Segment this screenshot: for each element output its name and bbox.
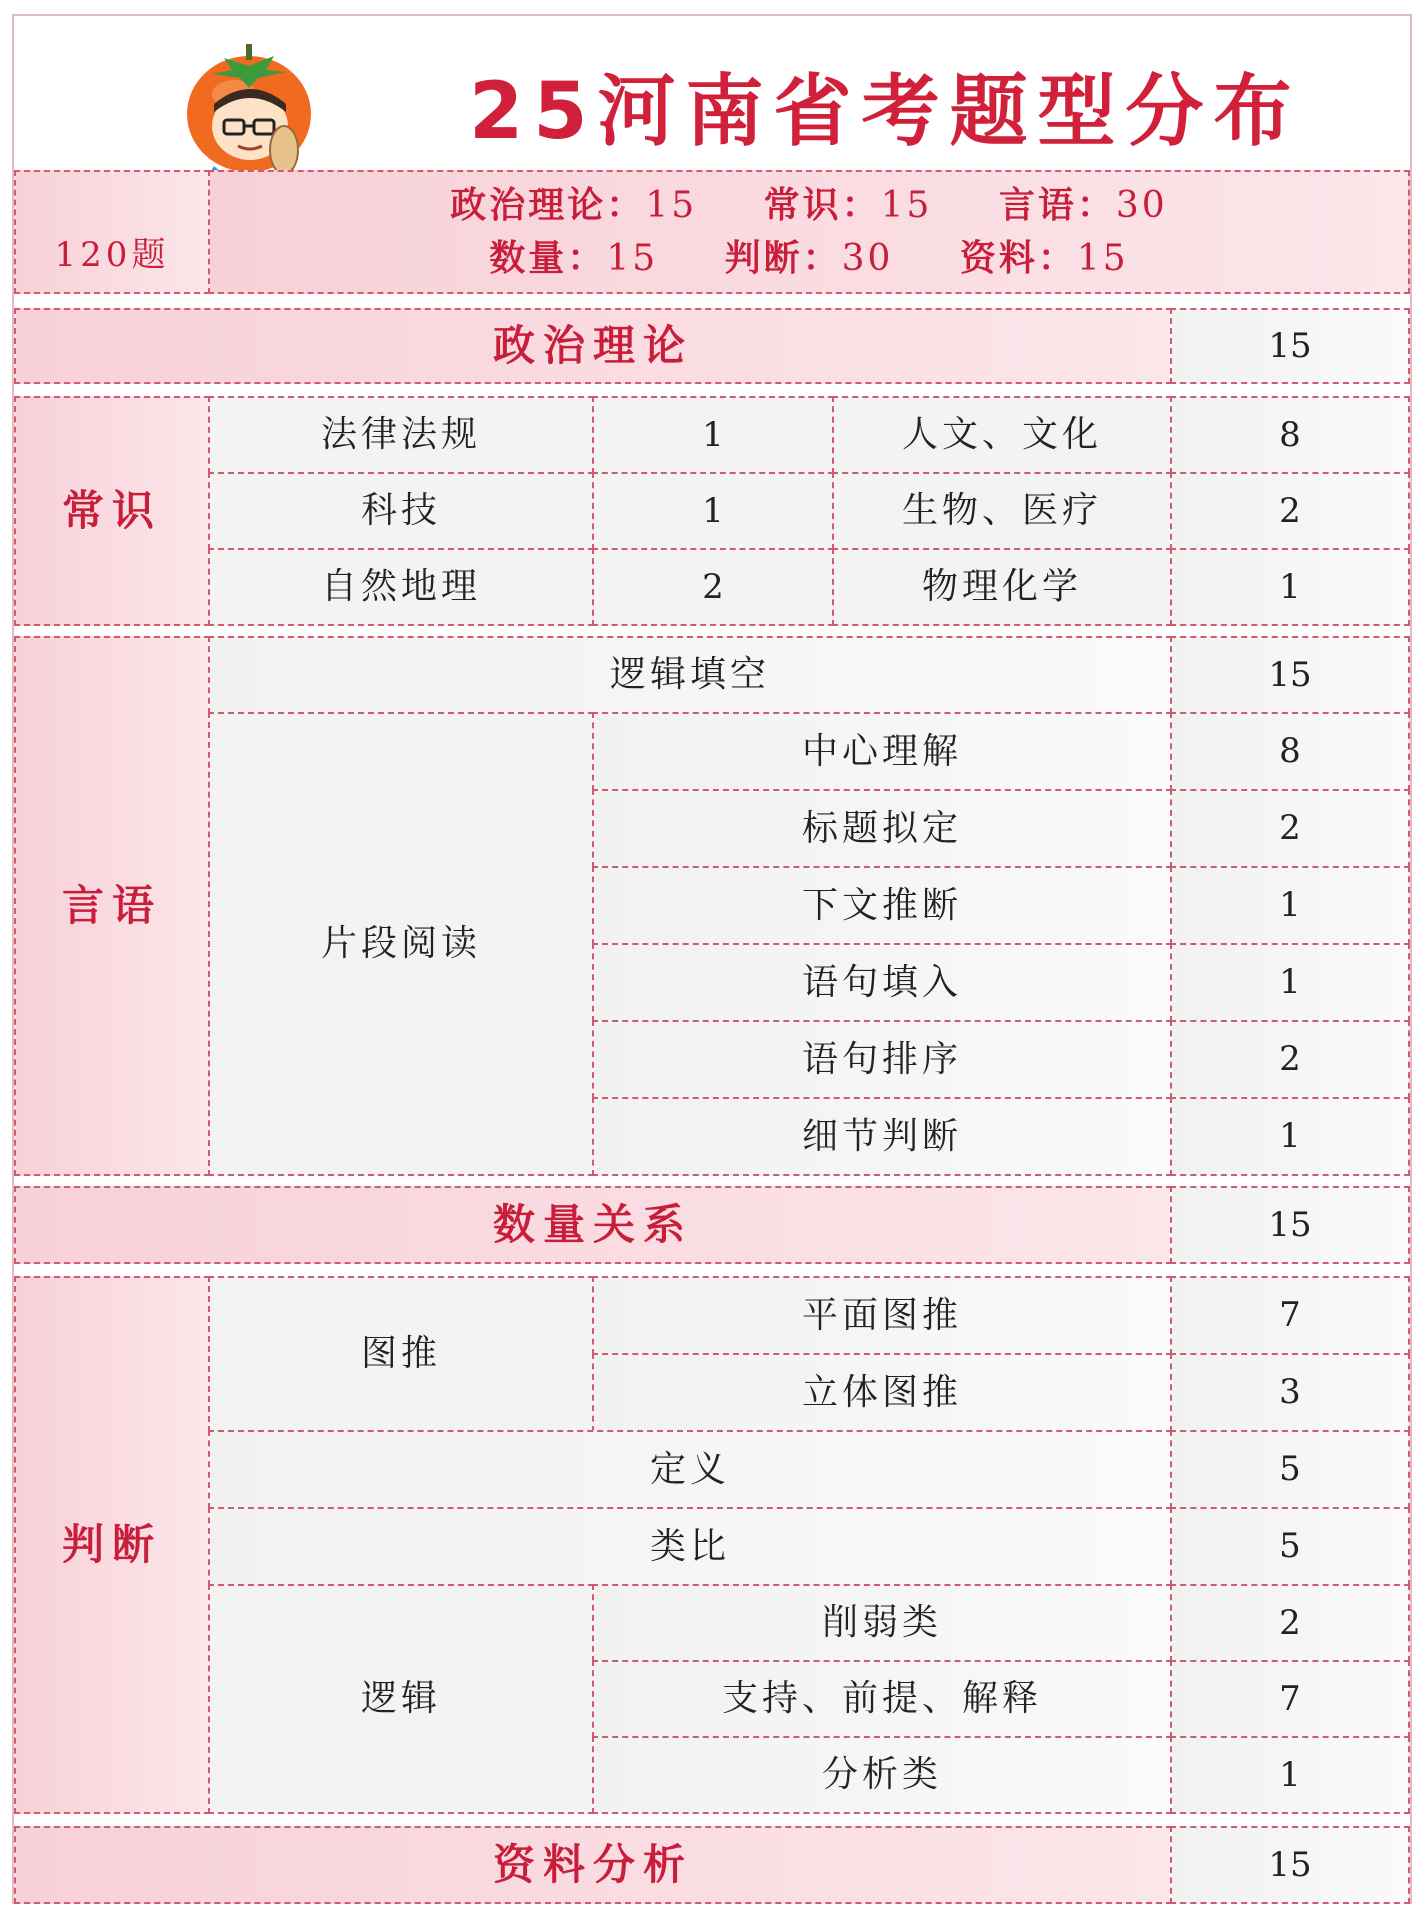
general-item-label: 物理化学 (832, 548, 1172, 626)
summary-item: 言语：30 (998, 184, 1168, 226)
logic-item-count: 1 (1170, 1736, 1410, 1814)
judgment-definition-label: 定义 (208, 1430, 1172, 1509)
logic-item-label: 分析类 (592, 1736, 1172, 1814)
reading-item-count: 8 (1170, 712, 1410, 791)
general-item-label: 法律法规 (208, 396, 594, 474)
reading-item-count: 1 (1170, 866, 1410, 945)
verbal-fill-count: 15 (1170, 636, 1410, 714)
reading-item-label: 下文推断 (592, 866, 1172, 945)
logic-item-label: 支持、前提、解释 (592, 1660, 1172, 1738)
judgment-graph-label: 图推 (208, 1276, 594, 1432)
summary-item: 数量：15 (489, 237, 659, 279)
reading-item-label: 语句填入 (592, 943, 1172, 1022)
logic-item-label: 削弱类 (592, 1584, 1172, 1662)
judgment-analogy-count: 5 (1170, 1507, 1410, 1586)
graph-item-label: 立体图推 (592, 1353, 1172, 1432)
graph-item-label: 平面图推 (592, 1276, 1172, 1355)
summary-item: 判断：30 (724, 237, 894, 279)
reading-item-count: 1 (1170, 943, 1410, 1022)
quantity-count: 15 (1170, 1186, 1410, 1264)
category-quantity: 数量关系 (14, 1186, 1172, 1264)
summary-item: 资料：15 (959, 237, 1129, 279)
judgment-definition-count: 5 (1170, 1430, 1410, 1509)
reading-item-label: 细节判断 (592, 1097, 1172, 1176)
general-item-label: 科技 (208, 472, 594, 550)
reading-item-count: 2 (1170, 789, 1410, 868)
reading-item-count: 1 (1170, 1097, 1410, 1176)
summary-line-2 (463, 232, 1154, 285)
general-item-count: 1 (592, 396, 834, 474)
reading-item-label: 语句排序 (592, 1020, 1172, 1099)
general-item-count: 8 (1170, 396, 1410, 474)
general-item-count: 1 (1170, 548, 1410, 626)
reading-item-label: 标题拟定 (592, 789, 1172, 868)
general-item-count: 1 (592, 472, 834, 550)
general-item-label: 自然地理 (208, 548, 594, 626)
category-general-knowledge: 常识 (14, 396, 210, 626)
summary-item: 政治理论：15 (450, 184, 698, 226)
summary-total: 120题 (54, 234, 170, 275)
category-data-analysis: 资料分析 (14, 1826, 1172, 1904)
politics-count: 15 (1170, 308, 1410, 384)
graph-item-count: 7 (1170, 1276, 1410, 1355)
reading-item-count: 2 (1170, 1020, 1410, 1099)
summary-breakdown-cell (208, 170, 1410, 294)
graph-item-count: 3 (1170, 1353, 1410, 1432)
category-politics: 政治理论 (14, 308, 1172, 384)
judgment-logic-label: 逻辑 (208, 1584, 594, 1814)
persimmon-mascot-icon (174, 34, 324, 184)
header (14, 16, 1410, 168)
judgment-analogy-label: 类比 (208, 1507, 1172, 1586)
verbal-reading-label: 片段阅读 (208, 712, 594, 1176)
summary-line-1 (424, 179, 1193, 232)
data-analysis-count: 15 (1170, 1826, 1410, 1904)
page-title: 25河南省考题型分布 (469, 67, 1302, 157)
logic-item-count: 7 (1170, 1660, 1410, 1738)
category-verbal: 言语 (14, 636, 210, 1176)
general-item-label: 人文、文化 (832, 396, 1172, 474)
reading-item-label: 中心理解 (592, 712, 1172, 791)
general-item-count: 2 (592, 548, 834, 626)
general-item-count: 2 (1170, 472, 1410, 550)
logic-item-count: 2 (1170, 1584, 1410, 1662)
general-item-label: 生物、医疗 (832, 472, 1172, 550)
summary-total-cell (14, 170, 210, 294)
category-judgment: 判断 (14, 1276, 210, 1814)
summary-item: 常识：15 (763, 184, 933, 226)
verbal-fill-label: 逻辑填空 (208, 636, 1172, 714)
